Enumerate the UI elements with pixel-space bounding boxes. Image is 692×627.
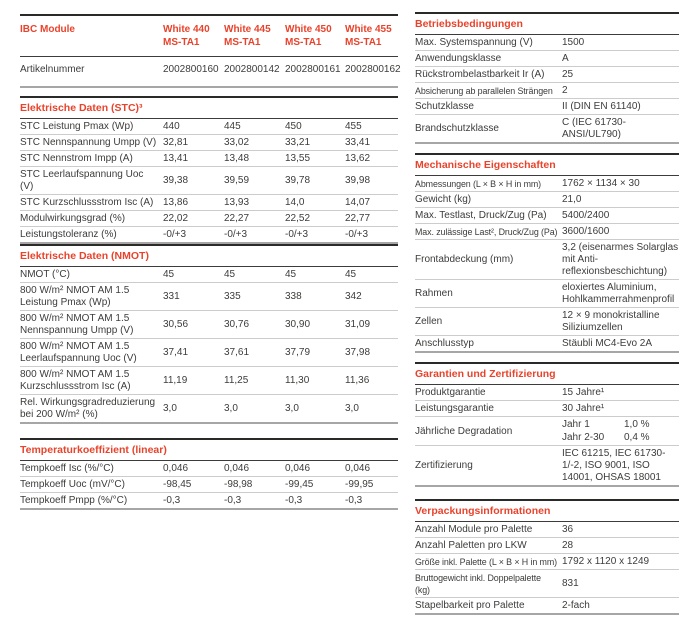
- table-row: [20, 477, 398, 493]
- row-label: Max. Systemspannung (V): [415, 37, 533, 48]
- table-row: [415, 417, 679, 446]
- row-value: 13,62: [345, 153, 371, 164]
- row-value: 37,41: [163, 347, 189, 358]
- row-label: Jährliche Degradation: [415, 425, 513, 437]
- row-value: 3,0: [285, 403, 299, 414]
- table-row: [415, 308, 679, 336]
- row-label: Absicherung ab parallelen Strängen: [415, 86, 553, 96]
- table-row: [415, 67, 679, 83]
- table-row: [415, 99, 679, 115]
- model-variant: MS-TA1: [285, 36, 322, 48]
- row-value: 2: [562, 85, 568, 96]
- right-column: [415, 12, 679, 627]
- row-value: 36: [562, 524, 574, 535]
- table-row: [415, 401, 679, 417]
- row-value: 22,27: [224, 213, 250, 224]
- row-value: C (IEC 61730-ANSI/UL790): [562, 117, 626, 140]
- row-label: Stapelbarkeit pro Palette: [415, 600, 525, 611]
- row-value: -98,45: [163, 479, 192, 490]
- row-value: 14,07: [345, 197, 371, 208]
- table-row: [20, 195, 398, 211]
- pair-key: Jahr 1: [562, 419, 590, 430]
- column-header-white-445: [224, 24, 285, 49]
- row-value: 31,09: [345, 319, 371, 330]
- row-value: 11,25: [224, 375, 249, 386]
- pair-value: 0,4 %: [624, 432, 650, 443]
- section-title: Garantien und Zertifizierung: [415, 364, 679, 385]
- row-label: STC Nennstrom Impp (A): [20, 153, 133, 164]
- row-label: Modulwirkungsgrad (%): [20, 213, 126, 224]
- row-value: 32,81: [163, 137, 189, 148]
- table-row: [415, 280, 679, 308]
- row-label: Schutzklasse: [415, 101, 474, 112]
- row-value: 3600/1600: [562, 226, 610, 237]
- model-variant: MS-TA1: [345, 36, 382, 48]
- table-row: [415, 336, 679, 351]
- row-value: 45: [224, 269, 236, 280]
- row-value: -99,95: [345, 479, 374, 490]
- row-value: 45: [285, 269, 297, 280]
- row-label: Anzahl Paletten pro LKW: [415, 540, 527, 551]
- table-row: [20, 367, 398, 395]
- row-value: -0/+3: [163, 229, 187, 240]
- row-value: 33,02: [224, 137, 250, 148]
- section-title: Betriebsbedingungen: [415, 14, 679, 35]
- row-value: 33,41: [345, 137, 371, 148]
- table-row: [415, 192, 679, 208]
- row-value: 11,19: [163, 375, 188, 386]
- row-value: 33,21: [285, 137, 311, 148]
- row-label: Abmessungen (L × B × H in mm): [415, 179, 542, 189]
- row-value: 3,0: [224, 403, 238, 414]
- row-label: STC Leerlaufspannung Uoc (V): [20, 169, 144, 192]
- row-value: 3,0: [163, 403, 177, 414]
- row-value: 2002800161: [285, 64, 341, 75]
- table-row: [415, 208, 679, 224]
- section-title: Temperaturkoeffizient (linear): [20, 440, 398, 461]
- row-value: 22,52: [285, 213, 311, 224]
- row-label: Größe inkl. Palette (L × B × H in mm): [415, 557, 557, 567]
- row-label: Zellen: [415, 316, 443, 327]
- spec-section: [20, 438, 398, 510]
- row-value: 1762 × 1134 × 30: [562, 178, 640, 189]
- row-value: 30,90: [285, 319, 311, 330]
- row-value: Stäubli MC4-Evo 2A: [562, 338, 653, 349]
- row-value: 37,98: [345, 347, 371, 358]
- table-row: [415, 538, 679, 554]
- info-section: [415, 362, 679, 487]
- table-row: [20, 267, 398, 283]
- row-label: Brandschutzklasse: [415, 123, 499, 134]
- table-row: [415, 224, 679, 240]
- table-row: [415, 35, 679, 51]
- row-label: STC Nennspannung Umpp (V): [20, 137, 157, 148]
- row-value: 1500: [562, 37, 585, 48]
- row-value: 15 Jahre¹: [562, 387, 605, 398]
- row-value: 45: [163, 269, 175, 280]
- spec-section: [20, 244, 398, 424]
- row-value: 2002800162: [345, 64, 401, 75]
- row-label: Leistungstoleranz (%): [20, 229, 117, 240]
- row-label: Zertifizierung: [415, 460, 473, 471]
- row-label: NMOT (°C): [20, 269, 70, 280]
- left-column: [20, 12, 401, 627]
- section-title: Mechanische Eigenschaften: [415, 155, 679, 176]
- info-section: [415, 153, 679, 353]
- row-label: Leistungsgarantie: [415, 403, 494, 414]
- row-value: 45: [345, 269, 357, 280]
- row-label: STC Leistung Pmax (Wp): [20, 121, 134, 132]
- row-label: 800 W/m² NMOT AM 1.5 Leistung Pmax (Wp): [20, 285, 130, 308]
- row-value: 440: [163, 121, 180, 132]
- row-label: 800 W/m² NMOT AM 1.5 Leerlaufspannung Uoc (V): [20, 341, 137, 364]
- row-value: 2002800160: [163, 64, 219, 75]
- table-row: [415, 115, 679, 142]
- row-label: STC Kurzschlussstrom Isc (A): [20, 197, 154, 208]
- row-value: -0,3: [163, 495, 181, 506]
- table-row: [415, 446, 679, 485]
- column-header-white-440: [163, 24, 224, 49]
- row-value: 13,86: [163, 197, 189, 208]
- section-title: Elektrische Daten (NMOT): [20, 246, 398, 267]
- row-value: IEC 61215, IEC 61730-1/-2, ISO 9001, ISO 14001, OHSAS 18001: [562, 448, 666, 483]
- row-value: A: [562, 53, 569, 64]
- row-value: 0,046: [224, 463, 250, 474]
- left-sections: [20, 96, 398, 510]
- row-label: Tempkoeff Uoc (mV/°C): [20, 479, 125, 490]
- row-value: 0,046: [345, 463, 371, 474]
- section-title: Verpackungsinformationen: [415, 501, 679, 522]
- table-row: [20, 135, 398, 151]
- table-row: [20, 493, 398, 508]
- row-value: 335: [224, 291, 241, 302]
- pair-value: 1,0 %: [624, 419, 650, 430]
- row-value: 39,98: [345, 175, 371, 186]
- row-value: 1792 x 1120 x 1249: [562, 556, 650, 567]
- row-label: Artikelnummer: [20, 64, 85, 75]
- row-value: -0,3: [285, 495, 303, 506]
- row-value: 0,046: [163, 463, 189, 474]
- column-header-white-455: [345, 24, 398, 49]
- row-value: 13,93: [224, 197, 250, 208]
- info-section: [415, 12, 679, 144]
- row-label: Tempkoeff Pmpp (%/°C): [20, 495, 128, 506]
- row-value: -98,98: [224, 479, 253, 490]
- row-value: 13,48: [224, 153, 250, 164]
- row-label: Produktgarantie: [415, 387, 486, 398]
- row-label: Max. Testlast, Druck/Zug (Pa): [415, 210, 547, 221]
- table-row: [415, 176, 679, 192]
- row-value: 13,41: [163, 153, 189, 164]
- row-value: 331: [163, 291, 180, 302]
- model-name: White 455: [345, 24, 392, 35]
- table-row: [20, 311, 398, 339]
- table-row: [20, 227, 398, 242]
- product-table-title: IBC Module: [20, 24, 75, 35]
- row-value: 30 Jahre¹: [562, 403, 605, 414]
- row-value: eloxiertes Aluminium, Hohlkammerrahmenprofil: [562, 282, 675, 305]
- table-row: [415, 51, 679, 67]
- row-value: -0/+3: [285, 229, 309, 240]
- table-row: [415, 554, 679, 570]
- table-row: [415, 240, 679, 280]
- row-value: 39,59: [224, 175, 250, 186]
- model-variant: MS-TA1: [163, 36, 200, 48]
- row-value: 25: [562, 69, 574, 80]
- row-value: 21,0: [562, 194, 582, 205]
- table-row: [20, 151, 398, 167]
- row-label: 800 W/m² NMOT AM 1.5 Kurzschlussstrom Isc (A): [20, 369, 131, 392]
- row-label: Rahmen: [415, 288, 453, 299]
- table-row: [20, 283, 398, 311]
- section-title: Elektrische Daten (STC)³: [20, 98, 398, 119]
- row-label: Anwendungsklasse: [415, 53, 502, 64]
- row-value: 445: [224, 121, 241, 132]
- product-table: [20, 14, 401, 88]
- row-value: 831: [562, 578, 579, 589]
- table-row: [415, 522, 679, 538]
- model-name: White 445: [224, 24, 271, 35]
- row-value: -0,3: [345, 495, 363, 506]
- row-value: -0/+3: [224, 229, 248, 240]
- table-row: [20, 119, 398, 135]
- row-value: 338: [285, 291, 302, 302]
- pair-key: Jahr 2-30: [562, 432, 605, 443]
- row-label: Gewicht (kg): [415, 194, 472, 205]
- table-row: [20, 57, 401, 86]
- row-value: 30,76: [224, 319, 250, 330]
- row-value: 12 × 9 monokristalline Siliziumzellen: [562, 310, 660, 333]
- table-row: [415, 570, 679, 598]
- right-sections: [415, 12, 679, 615]
- row-value-pairs: [562, 419, 679, 444]
- row-label: Bruttogewicht inkl. Doppelpalette (kg): [415, 573, 541, 595]
- row-value: 11,30: [285, 375, 310, 386]
- row-value: 30,56: [163, 319, 189, 330]
- row-value: -0/+3: [345, 229, 369, 240]
- row-value: 14,0: [285, 197, 305, 208]
- row-value: 455: [345, 121, 362, 132]
- column-header-white-450: [285, 24, 345, 49]
- row-value: 11,36: [345, 375, 370, 386]
- row-value: 450: [285, 121, 302, 132]
- model-name: White 440: [163, 24, 210, 35]
- row-value: 342: [345, 291, 362, 302]
- row-value: 3,0: [345, 403, 359, 414]
- row-value: 22,02: [163, 213, 189, 224]
- row-label: Tempkoeff Isc (%/°C): [20, 463, 114, 474]
- table-row: [415, 598, 679, 613]
- row-label: Max. zulässige Last², Druck/Zug (Pa): [415, 227, 558, 237]
- row-value: 39,38: [163, 175, 189, 186]
- table-row: [20, 167, 398, 195]
- row-value: 3,2 (eisenarmes Solarglas mit Anti-reflexionsbeschichtung): [562, 242, 679, 277]
- product-header-row: [20, 16, 398, 57]
- row-value: 2002800142: [224, 64, 280, 75]
- table-row: [20, 339, 398, 367]
- table-row: [20, 395, 398, 422]
- table-row: [20, 211, 398, 227]
- row-value: 37,61: [224, 347, 250, 358]
- row-label: Anschlusstyp: [415, 338, 474, 349]
- row-label: 800 W/m² NMOT AM 1.5 Nennspannung Umpp (V): [20, 313, 134, 336]
- row-value: 13,55: [285, 153, 311, 164]
- model-variant: MS-TA1: [224, 36, 261, 48]
- spec-section: [20, 96, 398, 244]
- row-label: Rel. Wirkungsgradreduzierung bei 200 W/m² (%): [20, 397, 156, 420]
- row-value: -0,3: [224, 495, 242, 506]
- row-label: Anzahl Module pro Palette: [415, 524, 533, 535]
- row-value: 22,77: [345, 213, 371, 224]
- info-section: [415, 499, 679, 615]
- row-value: 37,79: [285, 347, 311, 358]
- row-value: 5400/2400: [562, 210, 610, 221]
- row-label: Rückstrombelastbarkeit Ir (A): [415, 69, 545, 80]
- model-name: White 450: [285, 24, 332, 35]
- row-value: 0,046: [285, 463, 311, 474]
- row-value: II (DIN EN 61140): [562, 101, 641, 112]
- table-row: [415, 385, 679, 401]
- row-value: 39,78: [285, 175, 311, 186]
- table-row: [415, 83, 679, 99]
- row-value: 28: [562, 540, 574, 551]
- table-row: [20, 461, 398, 477]
- row-label: Frontabdeckung (mm): [415, 254, 514, 265]
- row-value: 2-fach: [562, 600, 590, 611]
- row-value: -99,45: [285, 479, 314, 490]
